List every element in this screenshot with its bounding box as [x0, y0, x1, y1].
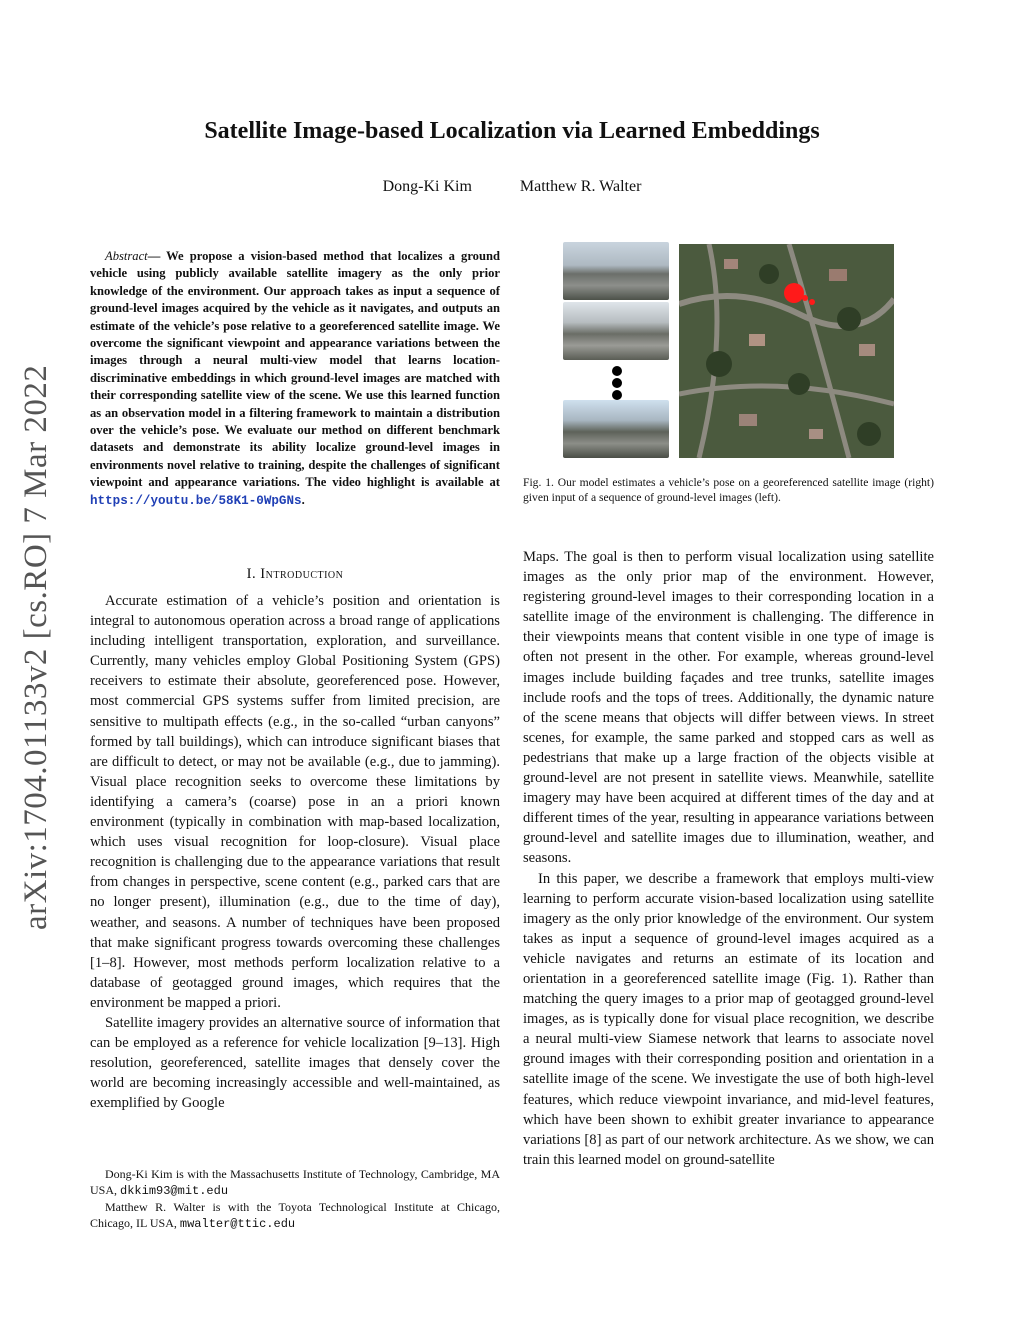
footnotes — [90, 1166, 500, 1232]
sequence-dot — [612, 378, 622, 388]
ground-image-2 — [563, 302, 669, 360]
satellite-image — [679, 244, 894, 458]
footnote-1 — [90, 1166, 500, 1199]
section-heading — [90, 566, 500, 583]
figure-1 — [563, 242, 895, 458]
paper-title: Satellite Image-based Localization via Learned Embeddings — [204, 118, 820, 144]
author-1: Dong-Ki Kim — [382, 178, 472, 195]
email-link-2[interactable]: mwalter@ttic.edu — [179, 1217, 296, 1231]
abstract-text: — We propose a vision-based method that localizes a ground vehicle using publicly available satellite imagery as the only prior knowledge of the environment. Our approach takes as input a sequence of ground-level images acquired by the vehicle as it navigates, and outputs an estimate of the vehicle’s pose relative to a georeferenced satellite image. We overcome the significant viewpoint and appearance variations between the images through a neural multi-view model that learns location-discriminative embeddings in which ground-level images are matched with their corresponding satellite view of the scene. We use this learned function as an observation model in a filtering framework to maintain a distribution over the vehicle’s pose. We evaluate our method on different benchmark datasets and demonstrate its ability localize ground-level images in environments novel relative to training, despite the challenges of significant viewpoint and appearance variations. The video highlight is available at — [90, 249, 500, 490]
right-column-body — [523, 547, 934, 1170]
footnote-1-text: Dong-Ki Kim is with the Massachusetts Institute of Technology, Cambridge, MA USA, — [90, 1167, 500, 1197]
abstract-label: Abstract — [105, 249, 148, 263]
author-2: Matthew R. Walter — [519, 178, 642, 195]
ground-image-3 — [563, 400, 669, 458]
ground-image-1 — [563, 242, 669, 300]
pose-estimate-marker — [784, 283, 804, 303]
sequence-dot — [612, 366, 622, 376]
figure-caption: Fig. 1. Our model estimates a vehicle’s pose on a georeferenced satellite image (right) given input of a sequence of ground-level images (left). — [523, 476, 934, 504]
paragraph: Accurate estimation of a vehicle’s position and orientation is integral to autonomous operation across a broad range of applications including intelligent transportation, exploration, and surveillance. Currently, many vehicles employ Global Positioning System (GPS) receivers to estimate their absolute, georeferenced pose. However, most commercial GPS systems suffer from limited precision, are sensitive to multipath effects (e.g., in the so-called “urban canyons” formed by tall buildings), which can introduce significant biases that are difficult to detect, or may not be available (e.g., due to jamming). Visual place recognition seeks to overcome these limitations by identifying a camera’s (coarse) pose in an a priori known environment (typically in combination with map-based localization, which uses visual recognition for loop-closure). Visual place recognition is challenging due to the appearance variations that result from changes in perspective, scene content (e.g., parked cars that are no longer present), illumination (e.g., due to the time of day), weather, and seasons. A number of techniques have been proposed that make significant progress towards overcoming these challenges [1–8]. However, most methods perform localization relative to a database of geotagged ground images, which requires that the environment be mapped a priori. — [90, 593, 500, 1011]
paragraph: In this paper, we describe a framework that employs multi-view learning to perform accurate vision-based localization using satellite imagery as the only prior knowledge of the environment. Our system takes as input a sequence of ground-level images acquired as a vehicle navigates and returns an estimate of its location and orientation in a georeferenced satellite image (Fig. 1). Rather than matching the query images to a prior map of geotagged ground-level images, as is typically done for visual place recognition, we describe a neural multi-view Siamese network that learns to associate novel ground images with their corresponding position and orientation in a satellite image of the scene. We investigate the use of both high-level features, which reduce viewpoint invariance, and mid-level features, which have been shown to exhibit greater invariance to appearance variations [8] as part of our network architecture. As we show, we can train this learned model on ground-satellite — [523, 870, 934, 1168]
sequence-dot — [612, 390, 622, 400]
arxiv-identifier: arXiv:1704.01133v2 [cs.RO] 7 Mar 2022 — [18, 364, 54, 930]
footnote-2 — [90, 1199, 500, 1232]
left-column-body — [90, 591, 500, 1113]
abstract-end: . — [301, 492, 305, 507]
section-title: Introduction — [260, 566, 344, 582]
footnote-2-text: Matthew R. Walter is with the Toyota Technological Institute at Chicago, Chicago, IL USA, — [90, 1200, 500, 1230]
abstract — [90, 248, 500, 510]
paragraph: Maps. The goal is then to perform visual localization using satellite images as the only prior map of the environment. However, registering ground-level images to their corresponding location in a satellite image of the environment is challenging. The difference in their viewpoints means that content visible in one type of image is often not present in the other. For example, whereas ground-level images include building façades and tree trunks, satellite images include roofs and the tops of trees. Additionally, the dynamic nature of the scene means that objects will differ between views. In street scenes, for example, the same parked and stopped cars as well as pedestrians that make up a large fraction of the objects visible at ground-level are not present in satellite views. Meanwhile, satellite imagery may have been acquired at different times of the day and at different times of the year, resulting in appearance variations between ground-level and satellite images due to illumination, weather, and seasons. — [523, 549, 934, 867]
email-link-1[interactable]: dkkim93@mit.edu — [120, 1184, 229, 1198]
section-number: I. — [246, 566, 257, 582]
video-link[interactable]: https://youtu.be/58K1-0WpGNs — [90, 493, 302, 508]
author-list — [0, 178, 1024, 196]
paragraph: Satellite imagery provides an alternative source of information that can be employed as a reference for vehicle localization [9–13]. High resolution, georeferenced, satellite images that densely cover the world are becoming increasingly accessible and well-maintained, as exemplified by Google — [90, 1014, 500, 1112]
